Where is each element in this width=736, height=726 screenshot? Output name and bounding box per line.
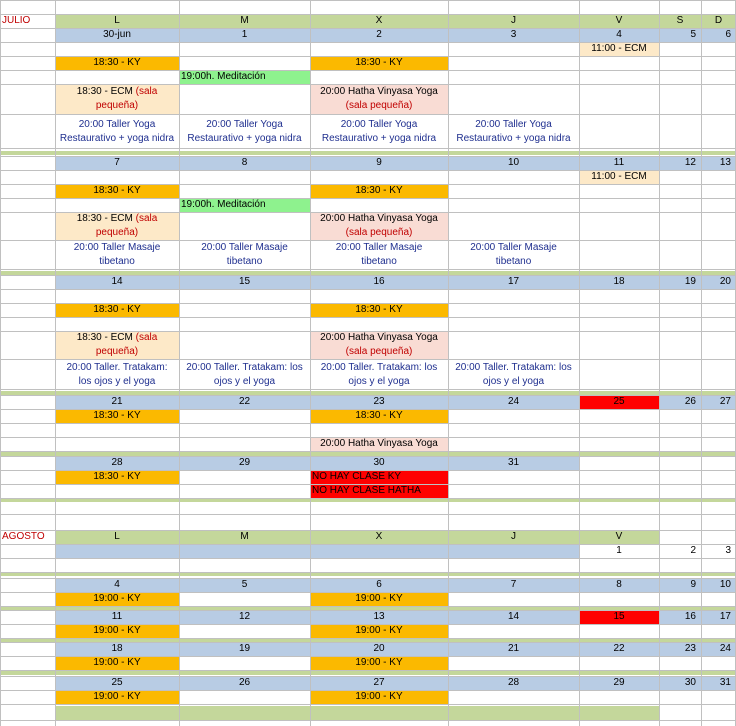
taller-line1: 20:00 Taller Yoga <box>340 119 418 130</box>
grid-row-line <box>0 437 736 438</box>
grid-row-line <box>0 170 736 171</box>
event-hatha[interactable] <box>310 331 448 359</box>
grid-row-line <box>0 642 736 643</box>
sala-note: pequeña) <box>95 346 139 357</box>
taller-line2: ojos y el yoga <box>213 375 276 387</box>
grid-column-line <box>310 0 311 726</box>
notice-no-ky[interactable]: NO HAY CLASE KY <box>310 470 448 484</box>
grid-row-line <box>0 610 736 611</box>
weekday-s[interactable]: S <box>676 15 684 26</box>
grid-column-line <box>701 0 702 726</box>
weekday-x[interactable]: X <box>375 15 383 26</box>
grid-row-line <box>0 14 736 15</box>
date-cell[interactable]: 5 <box>241 579 248 590</box>
taller-line2: tibetano <box>226 256 263 267</box>
sala-note: (sala pequeña) <box>345 227 413 238</box>
grid-row-line <box>0 670 736 671</box>
week-separator <box>0 151 736 155</box>
event-ecm[interactable] <box>55 331 179 359</box>
event-ky[interactable]: 18:30 - KY <box>55 470 179 484</box>
date-cell[interactable]: 18 <box>613 276 625 287</box>
sala-note: (sala <box>135 332 158 343</box>
date-cell[interactable]: 13 <box>719 157 731 168</box>
event-ky[interactable]: 18:30 - KY <box>310 56 448 70</box>
grid-row-line <box>0 720 736 721</box>
event-ecm[interactable] <box>55 84 179 114</box>
taller-line2: los ojos y el yoga <box>78 375 156 387</box>
grid-row-line <box>0 269 736 270</box>
notice-no-hatha[interactable]: NO HAY CLASE HATHA <box>310 484 448 498</box>
grid-row-line <box>0 303 736 304</box>
grid-row-line <box>0 514 736 515</box>
date-cell[interactable]: 27 <box>719 396 731 407</box>
event-hatha[interactable] <box>310 84 448 114</box>
date-cell[interactable]: 1 <box>616 545 622 556</box>
grid-row-line <box>0 451 736 452</box>
date-cell[interactable]: 5 <box>659 28 701 42</box>
date-cell[interactable]: 25 <box>111 677 123 688</box>
date-cell[interactable]: 3 <box>510 29 517 40</box>
taller-line2: ojos y el yoga <box>482 375 545 387</box>
weekday-v[interactable]: V <box>615 15 623 26</box>
taller-line2: tibetano <box>99 256 135 267</box>
date-cell[interactable]: 22 <box>613 643 625 654</box>
date-cell[interactable]: 23 <box>373 396 385 407</box>
grid-row-line <box>0 70 736 71</box>
event-ky[interactable]: 19:00 - KY <box>55 624 179 638</box>
sala-note: pequeña) <box>95 227 139 238</box>
date-cell[interactable]: 7 <box>114 157 120 168</box>
date-cell[interactable]: 7 <box>510 579 517 590</box>
weekday-m[interactable]: M <box>240 531 249 542</box>
event-taller-masaje[interactable] <box>310 241 448 269</box>
date-cell[interactable]: 18 <box>111 643 123 654</box>
date-cell[interactable]: 30-jun <box>103 29 131 40</box>
sala-note: (sala pequeña) <box>345 100 413 111</box>
date-cell[interactable]: 6 <box>376 579 382 590</box>
date-cell[interactable]: 21 <box>507 643 520 654</box>
taller-line1: 20:00 Taller Masaje <box>335 242 423 253</box>
grid-row-line <box>0 0 736 1</box>
grid-row-line <box>0 198 736 199</box>
taller-line2: tibetano <box>495 256 532 267</box>
weekday-v[interactable]: V <box>615 531 623 542</box>
grid-row-line <box>0 638 736 639</box>
event-taller-restaurativo[interactable] <box>310 116 448 148</box>
event-ky[interactable]: 19:00 - KY <box>310 624 448 638</box>
grid-row-line <box>0 42 736 43</box>
event-hatha[interactable] <box>310 212 448 240</box>
event-ky[interactable]: 19:00 - KY <box>310 592 448 606</box>
grid-row-line <box>0 624 736 625</box>
date-cell[interactable]: 14 <box>507 611 520 622</box>
event-taller-masaje[interactable] <box>179 241 310 269</box>
taller-line2: Restaurativo + yoga nidra <box>321 133 437 144</box>
event-ky[interactable]: 18:30 - KY <box>310 303 448 317</box>
date-cell[interactable]: 13 <box>373 611 385 622</box>
date-cell[interactable]: 16 <box>373 276 385 287</box>
weekday-x[interactable]: X <box>375 531 383 542</box>
taller-line2: ojos y el yoga <box>348 375 410 387</box>
event-ecm-label: 18:30 - ECM <box>76 86 133 97</box>
event-ky[interactable]: 19:00 - KY <box>55 656 179 670</box>
taller-line1: 20:00 Taller. Tratakam: los <box>320 361 438 373</box>
grid-row-line <box>0 240 736 241</box>
taller-line2: Restaurativo + yoga nidra <box>187 133 302 144</box>
grid-column-line <box>0 0 1 726</box>
date-cell[interactable]: 30 <box>373 457 385 468</box>
date-cell[interactable]: 12 <box>684 157 696 168</box>
grid-row-line <box>0 84 736 85</box>
weekday-d[interactable]: D <box>714 15 723 26</box>
event-hatha-label: 20:00 Hatha Vinyasa Yoga <box>320 213 438 224</box>
grid-column-line <box>448 0 449 726</box>
event-taller-masaje[interactable] <box>55 241 179 269</box>
date-cell[interactable]: 15 <box>238 276 251 287</box>
grid-row-line <box>0 289 736 290</box>
date-cell-holiday[interactable]: 25 <box>579 395 659 409</box>
date-cell[interactable]: 17 <box>719 611 731 622</box>
date-cell[interactable]: 9 <box>690 579 696 590</box>
grid-row-line <box>0 592 736 593</box>
date-cell[interactable]: 4 <box>579 28 659 42</box>
grid-row-line <box>0 456 736 457</box>
date-cell[interactable]: 2 <box>376 29 382 40</box>
event-ky[interactable]: 18:30 - KY <box>55 56 179 70</box>
weekday-l[interactable]: L <box>114 15 120 26</box>
date-cell[interactable]: 16 <box>684 611 696 622</box>
date-cell[interactable]: 14 <box>111 276 123 287</box>
date-cell[interactable]: 2 <box>690 545 696 556</box>
date-cell[interactable]: 29 <box>613 677 625 688</box>
date-cell[interactable]: 10 <box>507 157 520 168</box>
grid-row-line <box>0 331 736 332</box>
taller-line1: 20:00 Taller. Tratakam: los <box>186 361 303 373</box>
grid-column-line <box>179 0 180 726</box>
taller-line1: 20:00 Taller Yoga <box>78 119 156 130</box>
event-ecm-1100[interactable]: 11:00 - ECM <box>579 42 659 56</box>
event-ky[interactable]: 18:30 - KY <box>310 184 448 198</box>
taller-line1: 20:00 Taller Yoga <box>206 119 283 130</box>
sala-note: pequeña) <box>95 100 139 111</box>
grid-row-line <box>0 28 736 29</box>
event-ecm-1100[interactable]: 11:00 - ECM <box>579 170 659 184</box>
grid-row-line <box>0 156 736 157</box>
grid-row-line <box>0 484 736 485</box>
date-cell[interactable]: 9 <box>376 157 382 168</box>
grid-row-line <box>0 212 736 213</box>
date-cell[interactable]: 26 <box>238 677 251 688</box>
event-hatha[interactable]: 20:00 Hatha Vinyasa Yoga <box>310 437 448 451</box>
taller-line1: 20:00 Taller. Tratakam: los <box>455 361 572 373</box>
grid-row-line <box>0 148 736 149</box>
week-separator <box>0 671 736 675</box>
event-taller-tratakam[interactable] <box>55 360 179 389</box>
date-cell[interactable]: 28 <box>111 457 123 468</box>
grid-row-line <box>0 409 736 410</box>
taller-line1: 20:00 Taller Yoga <box>475 119 552 130</box>
weekday-l[interactable]: L <box>114 531 120 542</box>
grid-row-line <box>0 389 736 390</box>
grid-row-line <box>0 558 736 559</box>
date-cell[interactable]: 24 <box>719 643 731 654</box>
date-cell[interactable]: 29 <box>238 457 251 468</box>
date-cell[interactable]: 22 <box>238 396 251 407</box>
weekday-j[interactable]: J <box>511 531 516 542</box>
date-cell[interactable]: 31 <box>507 457 520 468</box>
weekday-j[interactable]: J <box>511 15 516 26</box>
event-ky[interactable]: 18:30 - KY <box>310 409 448 423</box>
grid-column-line <box>659 0 660 726</box>
taller-line2: tibetano <box>361 256 397 267</box>
date-cell[interactable]: 19 <box>684 276 696 287</box>
date-cell[interactable]: 19 <box>238 643 251 654</box>
grid-row-line <box>0 544 736 545</box>
event-taller-tratakam[interactable] <box>310 360 448 389</box>
taller-line2: Restaurativo + yoga nidra <box>456 133 571 144</box>
date-cell[interactable]: 1 <box>241 29 248 40</box>
event-ky[interactable]: 18:30 - KY <box>55 409 179 423</box>
date-cell[interactable]: 23 <box>684 643 696 654</box>
grid-row-line <box>0 578 736 579</box>
grid-row-line <box>0 704 736 705</box>
grid-row-line <box>0 275 736 276</box>
grid-row-line <box>0 359 736 360</box>
grid-row-line <box>0 498 736 499</box>
month-label-august[interactable]: AGOSTO <box>2 531 45 542</box>
event-ky[interactable]: 18:30 - KY <box>55 303 179 317</box>
event-taller-restaurativo[interactable] <box>448 116 579 148</box>
event-ecm-label: 18:30 - ECM <box>76 332 133 343</box>
sala-note: (sala <box>135 86 158 97</box>
month-label-july[interactable]: JULIO <box>2 15 31 26</box>
date-cell[interactable]: 21 <box>111 396 123 407</box>
grid-column-line <box>579 0 580 726</box>
date-cell[interactable]: 17 <box>507 276 520 287</box>
date-cell[interactable]: 4 <box>114 579 120 590</box>
grid-row-line <box>0 690 736 691</box>
taller-line1: 20:00 Taller Masaje <box>73 242 161 253</box>
taller-line2: Restaurativo + yoga nidra <box>59 133 175 144</box>
weekday-m[interactable]: M <box>240 15 249 26</box>
grid-row-line <box>0 56 736 57</box>
event-ky[interactable]: 19:00 - KY <box>55 592 179 606</box>
event-ky[interactable]: 18:30 - KY <box>55 184 179 198</box>
grid-row-line <box>0 114 736 115</box>
taller-line1: 20:00 Taller. Tratakam: <box>66 361 168 373</box>
grid-row-line <box>0 423 736 424</box>
date-cell[interactable]: 10 <box>719 579 731 590</box>
date-cell[interactable]: 30 <box>684 677 696 688</box>
date-cell[interactable]: 8 <box>616 579 622 590</box>
event-meditacion[interactable]: 19:00h. Meditación <box>179 70 310 84</box>
date-cell[interactable]: 3 <box>725 545 731 556</box>
date-cell[interactable]: 11 <box>111 611 123 622</box>
event-hatha-label: 20:00 Hatha Vinyasa Yoga <box>320 332 438 343</box>
date-cell[interactable]: 11 <box>613 157 625 168</box>
date-cell[interactable]: 20 <box>719 276 731 287</box>
grid-row-line <box>0 317 736 318</box>
grid-row-line <box>0 530 736 531</box>
event-taller-tratakam[interactable] <box>448 360 579 389</box>
event-taller-restaurativo[interactable] <box>55 116 179 148</box>
date-cell[interactable]: 31 <box>719 677 731 688</box>
event-taller-restaurativo[interactable] <box>179 116 310 148</box>
grid-row-line <box>0 395 736 396</box>
date-cell[interactable]: 26 <box>684 396 696 407</box>
event-ky[interactable]: 19:00 - KY <box>310 656 448 670</box>
sala-note: (sala <box>135 213 158 224</box>
taller-line1: 20:00 Taller Masaje <box>201 242 288 253</box>
event-ecm[interactable] <box>55 212 179 240</box>
event-taller-tratakam[interactable] <box>179 360 310 389</box>
grid-column-line <box>55 0 56 726</box>
grid-row-line <box>0 572 736 573</box>
sala-note: (sala pequeña) <box>345 346 413 357</box>
date-cell-holiday[interactable]: 15 <box>579 610 659 624</box>
footer-row <box>55 706 659 720</box>
taller-line1: 20:00 Taller Masaje <box>470 242 557 253</box>
date-cell[interactable]: 20 <box>373 643 385 654</box>
grid-row-line <box>0 656 736 657</box>
grid-row-line <box>0 606 736 607</box>
grid-row-line <box>0 184 736 185</box>
event-ky[interactable]: 19:00 - KY <box>310 690 448 704</box>
event-ky[interactable]: 19:00 - KY <box>55 690 179 704</box>
grid-row-line <box>0 676 736 677</box>
date-cell[interactable]: 24 <box>507 396 520 407</box>
grid-row-line <box>0 470 736 471</box>
event-hatha-label: 20:00 Hatha Vinyasa Yoga <box>320 86 438 97</box>
date-cell[interactable]: 6 <box>701 28 736 42</box>
event-taller-masaje[interactable] <box>448 241 579 269</box>
event-meditacion[interactable]: 19:00h. Meditación <box>179 198 310 212</box>
date-cell[interactable]: 28 <box>507 677 520 688</box>
event-ecm-label: 18:30 - ECM <box>76 213 133 224</box>
aug-w1-daterow <box>55 544 579 558</box>
date-cell[interactable]: 27 <box>373 677 385 688</box>
date-cell[interactable]: 12 <box>238 611 251 622</box>
date-cell[interactable]: 8 <box>241 157 248 168</box>
